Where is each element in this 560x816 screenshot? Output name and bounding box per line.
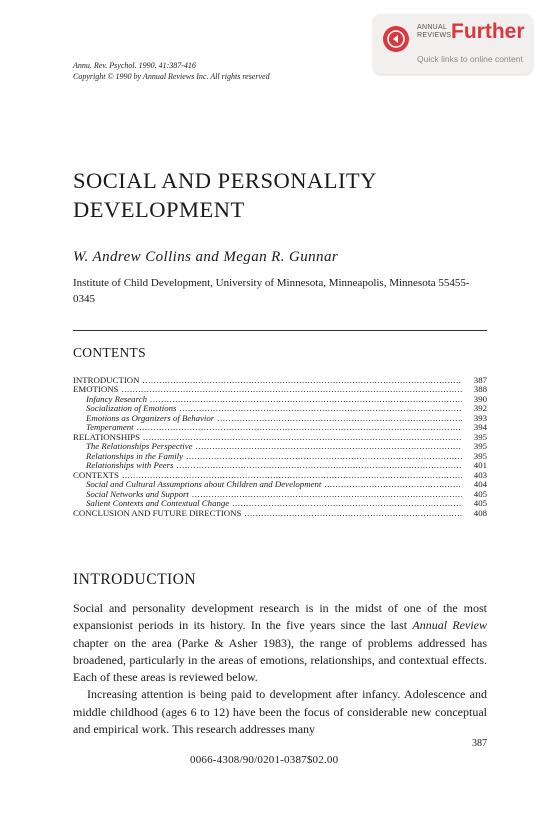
toc-leader-dots [142, 376, 462, 385]
contents-heading: CONTENTS [73, 345, 146, 360]
toc-entry-label: INTRODUCTION [73, 375, 140, 385]
toc-leader-dots [179, 404, 462, 413]
toc-entry-page: 388 [473, 384, 487, 395]
toc-entry-label: Relationships in the Family [86, 450, 183, 461]
toc-leader-dots [232, 499, 462, 508]
toc-entry-label: The Relationships Perspective [86, 441, 193, 452]
section-divider [73, 330, 487, 331]
title-line-2: DEVELOPMENT [73, 197, 245, 222]
toc-entry-page: 395 [473, 441, 487, 452]
toc-entry-page: 395 [473, 450, 487, 461]
journal-citation [73, 60, 270, 82]
badge-brand [417, 24, 451, 40]
toc-entry-label: Socialization of Emotions [86, 403, 177, 414]
toc-entry-page: 387 [473, 375, 487, 385]
table-of-contents [73, 376, 487, 518]
toc-entry-page: 390 [473, 393, 487, 404]
toc-leader-dots [137, 423, 462, 432]
toc-entry-label: RELATIONSHIPS [73, 431, 140, 442]
toc-entry[interactable] [73, 414, 487, 423]
toc-entry-label: CONCLUSION AND FUTURE DIRECTIONS [73, 507, 242, 518]
page-number: 387 [472, 738, 487, 749]
toc-leader-dots [217, 414, 462, 423]
toc-entry-label: EMOTIONS [73, 384, 119, 395]
toc-leader-dots [324, 480, 462, 489]
article-title [73, 166, 377, 224]
toc-entry-page: 408 [473, 507, 487, 518]
author-affiliation: Institute of Child Development, University of Minnesota, Minneapolis, Minnesota 55455-0345 [73, 277, 470, 305]
toc-entry-label: Infancy Research [86, 393, 147, 404]
toc-entry-label: Emotions as Organizers of Behavior [86, 412, 215, 423]
intro-p1-emphasis: Annual Review [412, 618, 487, 633]
toc-entry-page: 403 [473, 469, 487, 480]
badge-annual-text: ANNUAL [417, 24, 448, 31]
toc-entry-page: 393 [473, 412, 487, 423]
toc-leader-dots [121, 385, 462, 394]
toc-entry-page: 405 [473, 488, 487, 499]
toc-entry-label: Social and Cultural Assumptions about Children and Development [86, 479, 322, 490]
further-logo-icon [383, 26, 409, 52]
introduction-body [73, 600, 487, 738]
toc-entry-page: 394 [473, 422, 487, 433]
article-price-code: 0066-4308/90/0201-0387$02.00 [190, 754, 339, 766]
title-line-1: SOCIAL AND PERSONALITY [73, 168, 377, 193]
toc-entry[interactable] [73, 376, 487, 385]
intro-p1-end: chapter on the area (Parke & Asher 1983), the range of problems addressed has broadened, particularly in the areas of emotions, relationships, and contextual effects. Each of these areas is reviewed below. [73, 635, 487, 685]
toc-leader-dots [150, 395, 462, 404]
toc-entry-label: CONTEXTS [73, 469, 119, 480]
citation-line-1: Annu. Rev. Psychol. 1990. 41:387-416 [73, 61, 196, 70]
badge-further-text: Further [451, 20, 525, 43]
intro-paragraph-2: Increasing attention is being paid to development after infancy. Adolescence and middle childhood (ages 6 to 12) have been the focus of considerable new conceptual and empirical work. This research addresses many [73, 687, 487, 737]
toc-leader-dots [176, 461, 462, 470]
toc-entry-page: 395 [473, 431, 487, 442]
annual-reviews-further-badge[interactable] [373, 14, 533, 74]
toc-entry[interactable] [73, 509, 487, 518]
toc-entry-page: 405 [473, 498, 487, 509]
badge-subtitle: Quick links to online content [417, 54, 523, 64]
toc-leader-dots [244, 509, 462, 518]
toc-leader-dots [186, 452, 462, 461]
citation-line-2: Copyright © 1990 by Annual Reviews Inc. All rights reserved [73, 72, 270, 81]
badge-reviews-text: REVIEWS [417, 32, 452, 39]
toc-leader-dots [192, 490, 462, 499]
toc-entry-label: Temperament [86, 422, 134, 433]
toc-entry[interactable] [73, 461, 487, 470]
toc-entry-page: 401 [473, 460, 487, 471]
toc-entry-page: 392 [473, 403, 487, 414]
toc-entry-label: Salient Contexts and Contextual Change [86, 498, 230, 509]
introduction-heading: INTRODUCTION [73, 571, 197, 588]
intro-p1-start: Social and personality development research is in the midst of one of the most expansionist periods in its history. In the five years since the last [73, 601, 487, 633]
toc-entry-label: Social Networks and Support [86, 488, 189, 499]
intro-paragraph-1 [73, 600, 487, 686]
toc-entry-page: 404 [473, 479, 487, 490]
article-authors: W. Andrew Collins and Megan R. Gunnar [73, 249, 339, 265]
toc-entry-label: Relationships with Peers [86, 460, 174, 471]
toc-leader-dots [196, 442, 462, 451]
